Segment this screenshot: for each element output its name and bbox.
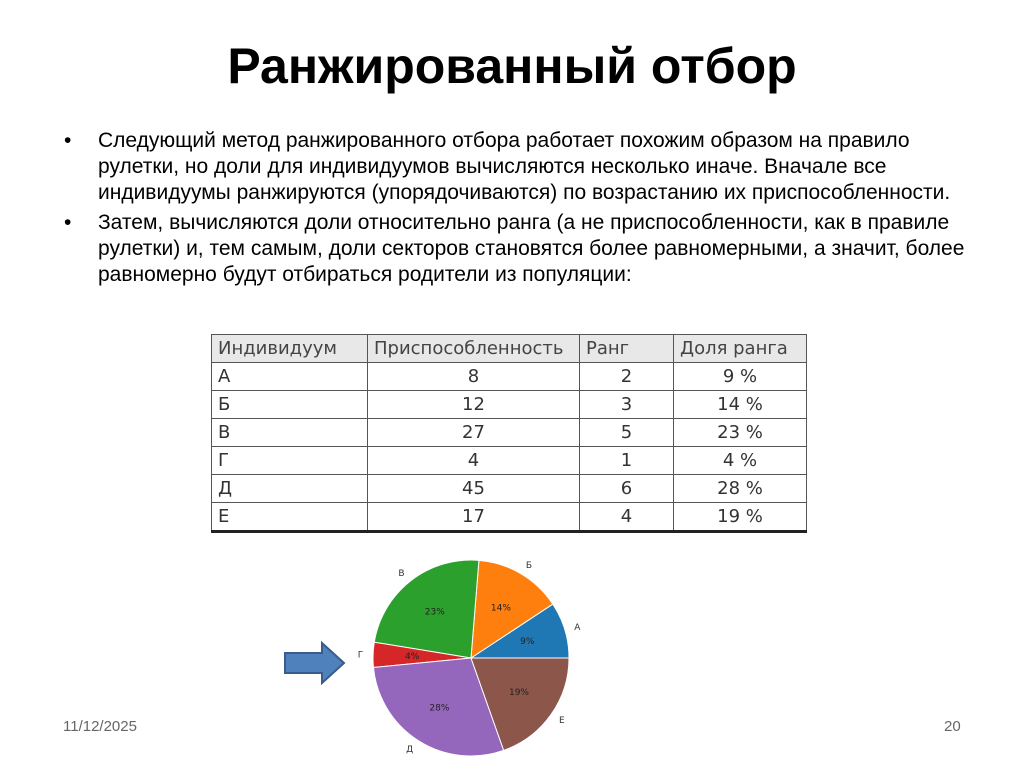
bullet-symbol: • [64, 129, 72, 152]
table-row [212, 419, 807, 447]
cell-rank-share: 23 % [674, 419, 807, 447]
cell-rank: 4 [580, 503, 674, 532]
header-rank: Ранг [580, 335, 674, 363]
cell-fitness: 4 [368, 447, 580, 475]
cell-rank-share: 28 % [674, 475, 807, 503]
cell-fitness: 8 [368, 363, 580, 391]
cell-individual: Е [212, 503, 368, 532]
cell-rank-share: 14 % [674, 391, 807, 419]
header-fitness: Приспособленность [368, 335, 580, 363]
table-row [212, 503, 807, 532]
cell-rank-share: 19 % [674, 503, 807, 532]
pointer-arrow [285, 643, 344, 683]
bullet-symbol: • [64, 211, 72, 234]
arrow-right-icon [284, 641, 346, 685]
cell-fitness: 12 [368, 391, 580, 419]
pie-chart [340, 550, 600, 767]
cell-individual: Б [212, 391, 368, 419]
pie-category-label: В [398, 569, 405, 580]
cell-rank-share: 4 % [674, 447, 807, 475]
rank-table [211, 334, 807, 533]
cell-individual: А [212, 363, 368, 391]
pie-category-label: Г [357, 650, 364, 661]
footer-date: 11/12/2025 [63, 718, 137, 735]
bullet-text: Следующий метод ранжированного отбора работает похожим образом на правило рулетки, но доли для индивидуумов вычисляются несколько иначе. Вначале все индивидуумы ранжируются (упорядочиваются) по возрастанию их приспособленности. [98, 129, 951, 204]
pie-category-label: Б [525, 561, 533, 572]
pie-percent-label: 23% [424, 607, 445, 618]
pie-percent-label: 4% [405, 652, 420, 663]
table-row [212, 447, 807, 475]
cell-individual: Д [212, 475, 368, 503]
bullet-list [64, 128, 984, 292]
pie-percent-label: 28% [429, 703, 450, 714]
slide-title: Ранжированный отбор [227, 38, 797, 94]
bullet-item [64, 128, 984, 206]
pie-percent-label: 9% [520, 637, 535, 648]
cell-rank-share: 9 % [674, 363, 807, 391]
pie-category-label: Е [559, 716, 565, 727]
bullet-item [64, 210, 984, 288]
cell-individual: Г [212, 447, 368, 475]
cell-rank: 6 [580, 475, 674, 503]
pie-chart-svg [340, 550, 600, 767]
table-row [212, 391, 807, 419]
table-header-row [212, 335, 807, 363]
page-number: 20 [944, 718, 961, 735]
cell-fitness: 27 [368, 419, 580, 447]
header-individual: Индивидуум [212, 335, 368, 363]
cell-rank: 2 [580, 363, 674, 391]
table-row [212, 363, 807, 391]
bullet-text: Затем, вычисляются доли относительно ранга (а не приспособленности, как в правиле рулетки) и, тем самым, доли секторов становятся более равномерными, а значит, более равномерно будут отбираться родители из популяции: [98, 211, 965, 286]
cell-fitness: 17 [368, 503, 580, 532]
cell-rank: 1 [580, 447, 674, 475]
pie-category-label: А [574, 623, 581, 633]
cell-rank: 3 [580, 391, 674, 419]
pie-percent-label: 19% [508, 687, 530, 698]
pie-category-label: Д [406, 744, 414, 755]
table-row [212, 475, 807, 503]
cell-fitness: 45 [368, 475, 580, 503]
header-rank-share: Доля ранга [674, 335, 807, 363]
pie-percent-label: 14% [490, 603, 511, 614]
cell-individual: В [212, 419, 368, 447]
cell-rank: 5 [580, 419, 674, 447]
